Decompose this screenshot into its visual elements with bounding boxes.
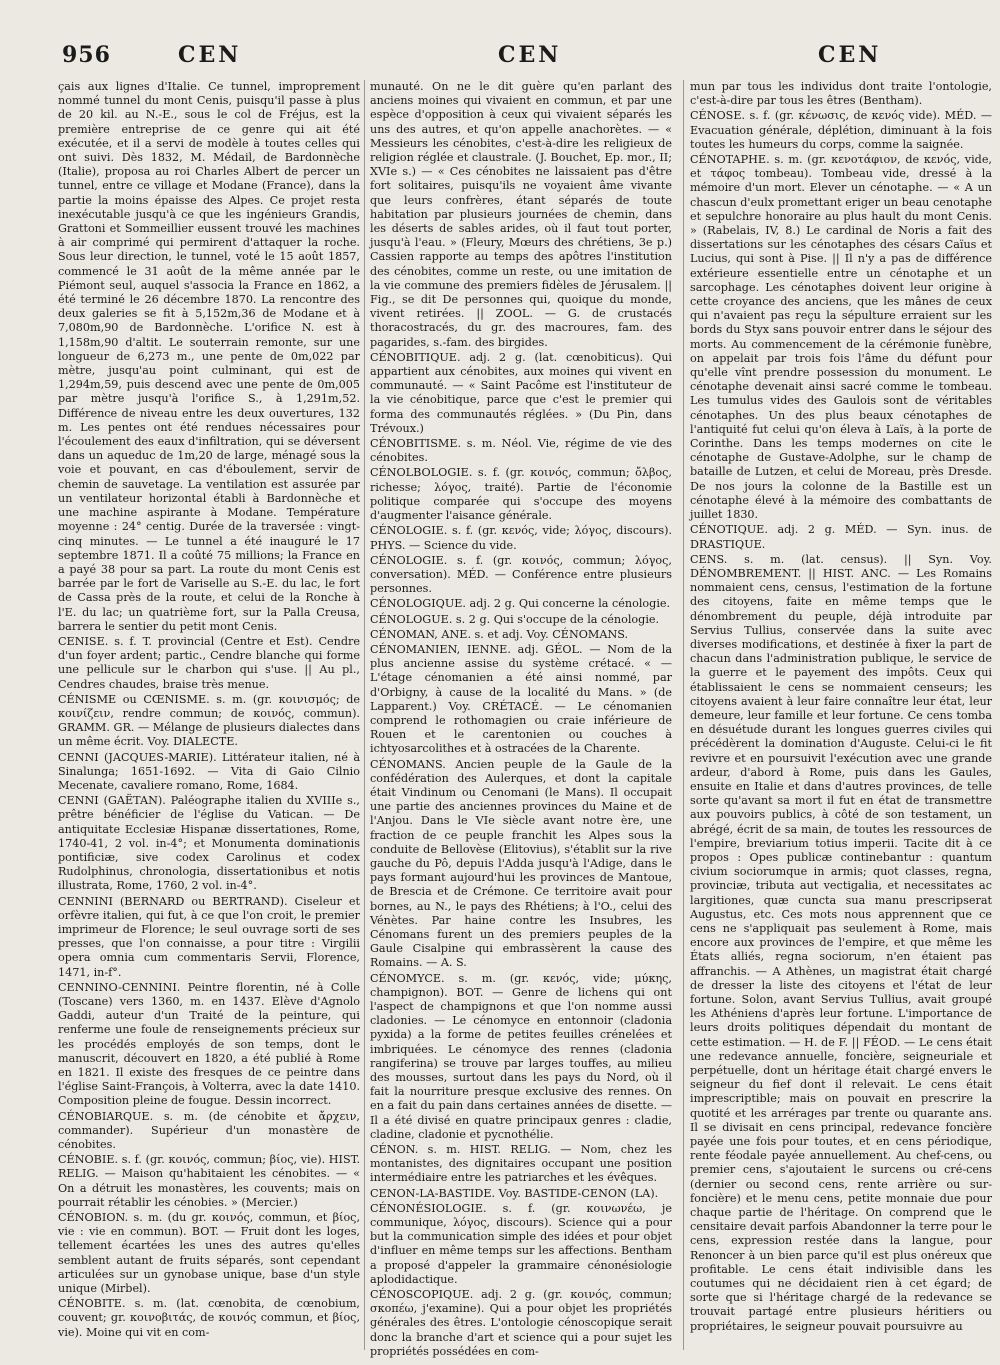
text-column-center [370, 80, 672, 1358]
entry-paragraph: CENS. s. m. (lat. census). || Syn. Voy. DÉNOMBREMENT. || HIST. ANC. — Les Romains nommaient cens, census, l'estimation de la fortune des citoyens, faite en même temps que le dénombrement du peuple, déjà introduite par Servius Tullius, conservée dans la suite avec diverses modifications, et destinée à fixer la part de chacun dans l'administration publique, le service de la guerre et le payement des impôts. Ceux qui établissaient le cens se nommaient censeurs; les citoyens avaient à leur faire connaître leur état, leur demeure, leur famille et leur fortune. Ce cens tomba en désuétude durant les longues guerres civiles qui précédèrent la domination d'Auguste. Celui-ci le fit revivre et en poursuivit l'exécution avec une grande ardeur, d'abord à Rome, puis dans les Gaules, ensuite en Italie et dans d'autres provinces, de telle sorte qu'avant sa mort il fut en état de transmettre aux pouvoirs publics, à côté de son testament, un abrégé, écrit de sa main, de toutes les ressources de l'empire, breviarium totius imperii. Tacite dit à ce propos : Opes publicæ continebantur : quantum civium sociorumque in armis; quot classes, regna, provinciæ, tributa aut vectigalia, et necessitates ac largitiones, quæ cuncta sua manu prescripserat Augustus, etc. Ces mots nous apprennent que ce cens ne s'appliquait pas seulement à Rome, mais encore aux provinces de l'empire, et que même les États alliés, regna sociorum, n'en étaient pas affranchis. — A Athènes, un magistrat était chargé de dresser la liste des citoyens et l'état de leur fortune. Solon, avant Servius Tullius, avait groupé les Athéniens d'après leur fortune. L'importance de leurs droits politiques dépendait du montant de cette estimation. — H. de F. || FÉOD. — Le cens était une redevance annuelle, foncière, seigneuriale et perpétuelle, dont un héritage était chargé envers le seigneur du fief dont il relevait. Le cens était imprescriptible; mais on pouvait en prescrire la quotité et les arrérages par trente ou quarante ans. Il se divisait en cens principal, redevance foncière payée une fois pour toutes, et en cens périodique, rente féodale payée annuellement. Au chef-cens, ou premier cens, s'ajoutaient le surcens ou cré-cens (dernier ou second cens, rente arrière ou sur-foncière) et le menu cens, petite monnaie due pour chaque partie de l'héritage. On comprend que le censitaire devait parfois Abandonner la terre pour le cens, expression restée dans la langue, pour Renoncer à un bien parce qu'il est plus onéreux que profitable. Le cens était indivisible dans les coutumes qui ne décidaient rien à cet égard; de sorte que si l'héritage chargé de la redevance se trouvait partagé entre plusieurs héritiers ou propriétaires, le seigneur pouvait poursuivre au [690, 552, 992, 1333]
entry-paragraph: CÉNOBION. s. m. (du gr. κοινός, commun, et βίος, vie : vie en commun). BOT. — Fruit dont les loges, tellement écartées les unes des autres qu'elles semblent autant de fruits séparés, sont cependant articulées sur un gynobase unique, base d'un style unique (Mirbel). [58, 1211, 360, 1296]
entry-paragraph: munauté. On ne le dit guère qu'en parlant des anciens moines qui vivaient en commun, et par une espèce d'opposition à ceux qui vivaient séparés les uns des autres, et qu'on appelle anachorètes. — « Messieurs les cénobites, c'est-à-dire les religieux de religion réglée et claustrale. (J. Bouchet, Ep. mor., II; XVIe s.) — « Ces cénobites ne laissaient pas d'être fort solitaires, puisqu'ils ne voyaient âme vivante que leurs confrères, étant séparés de toute habitation par plusieurs journées de chemin, dans les déserts de sables arides, où il faut tout porter, jusqu'à l'eau. » (Fleury, Mœurs des chrétiens, 3e p.) Cassien rapporte au temps des apôtres l'institution des cénobites, comme un reste, ou une imitation de la vie commune des premiers fidèles de Jérusalem. || Fig., se dit De personnes qui, quoique du monde, vivent retirées. || ZOOL. — G. de crustacés thoracostracés, du gr. des macroures, fam. des pagarides, s.-fam. des birgides. [370, 80, 672, 349]
column-divider [683, 80, 684, 1350]
entry-paragraph: CÉNISME ou CŒNISME. s. m. (gr. κοινισμός; de κοινίζειν, rendre commun; de κοινός, commun). GRAMM. GR. — Mélange de plusieurs dialectes dans un même écrit. Voy. DIALECTE. [58, 692, 360, 749]
entry-paragraph: CENON-LA-BASTIDE. Voy. BASTIDE-CENON (LA). [370, 1186, 659, 1200]
entry-paragraph: CÉNOBITIQUE. adj. 2 g. (lat. cœnobiticus). Qui appartient aux cénobites, aux moines qui vivent en communauté. — « Saint Pacôme est l'instituteur de la vie cénobitique, parce que c'est le premier qui forma des communautés réglées. » (Du Pin, dans Trévoux.) [370, 350, 672, 435]
entry-paragraph: CÉNOMYCE. s. m. (gr. κενός, vide; μύκης, champignon). BOT. — Genre de lichens qui ont l'aspect de champignons et que l'on nomme aussi cladonies. — Le cénomyce en entonnoir (cladonia pyxida) a la forme de petites feuilles crénelées et imbriquées. Le cénomyce des rennes (cladonia rangiferina) se trouve par larges touffes, au milieu des mousses, surtout dans les pays du Nord, où il fait la nourriture presque exclusive des rennes. On en a fait du pain dans certaines années de disette. — Il a été divisé en quatre principaux genres : cladie, cladine, cladonie et pycnothélie. [370, 971, 672, 1141]
entry-paragraph: CENNINI (BERNARD ou BERTRAND). Ciseleur et orfèvre italien, qui fut, à ce que l'on croit, le premier imprimeur de Florence; le seul ouvrage sorti de ses presses, que l'on connaisse, a pour titre : Virgilii opera omnia cum commentaris Servii, Florence, 1471, in-f°. [58, 894, 360, 979]
entry-paragraph: CÉNOMANS. Ancien peuple de la Gaule de la confédération des Aulerques, et dont la capitale était Vindinum ou Cenomani (le Mans). Il occupait une partie des anciennes provinces du Maine et de l'Anjou. Dans le VIe siècle avant notre ère, une fraction de ce peuple franchit les Alpes sous la conduite de Bellovèse (Elitovius), s'établit sur la rive gauche du Pô, depuis l'Adda jusqu'à l'Adige, dans le pays formant aujourd'hui les provinces de Mantoue, de Brescia et de Crémone. Ce territoire avait pour bornes, au N., le pays des Rhétiens; à l'O., celui des Vénètes. Par haine contre les Insubres, les Cénomans furent un des premiers peuples de la Gaule Cisalpine qui embrassèrent la cause des Romains. — A. S. [370, 757, 672, 970]
entry-paragraph: CÉNOLOGUE. s. 2 g. Qui s'occupe de la cénologie. [370, 612, 660, 626]
entry-paragraph: CÉNOSCOPIQUE. adj. 2 g. (gr. κοινός, commun; σκοπέω, j'examine). Qui a pour objet les propriétés générales des êtres. L'ontologie cénoscopique serait donc la branche d'art et science qui a pour sujet les propriétés possédées en com- [370, 1288, 672, 1358]
entry-paragraph: CÉNOBIARQUE. s. m. (de cénobite et ἄρχειν, commander). Supérieur d'un monastère de cénobites. [58, 1109, 360, 1152]
entry-paragraph: CÉNOBIE. s. f. (gr. κοινός, commun; βίος, vie). HIST. RELIG. — Maison qu'habitaient les cénobites. — « On a détruit les monastères, les couvents; mais on pourrait rétablir les cénobies. » (Mercier.) [58, 1153, 360, 1209]
entry-paragraph: CÉNOLOGIE. s. f. (gr. κοινός, commun; λόγος, conversation). MÉD. — Conférence entre plusieurs personnes. [370, 553, 672, 596]
entry-paragraph: CÉNOBITE. s. m. (lat. cœnobita, de cœnobium, couvent; gr. κοινοβιτάς, de κοινός commun, et βίος, vie). Moine qui vit en com- [58, 1297, 360, 1339]
entry-paragraph: CENNI (JACQUES-MARIE). Littérateur italien, né à Sinalunga; 1651-1692. — Vita di Gaio Cilnio Mecenate, cavaliere romano, Rome, 1684. [58, 750, 360, 792]
entry-paragraph: CÉNOLBOLOGIE. s. f. (gr. κοινός, commun; ὄλβος, richesse; λόγος, traité). Partie de l'économie politique comparée qui s'occupe des moyens d'augmenter l'aisance générale. [370, 466, 672, 523]
entry-paragraph: mun par tous les individus dont traite l'ontologie, c'est-à-dire par tous les êtres (Bentham). [690, 80, 992, 108]
entry-paragraph: CÉNOTIQUE. adj. 2 g. MÉD. — Syn. inus. de DRASTIQUE. [690, 523, 992, 551]
entry-paragraph: CÉNONÉSIOLOGIE. s. f. (gr. κοινωνέω, je communique, λόγος, discours). Science qui a pour but la communication simple des idées et pour objet d'influer en même temps sur les affections. Bentham a proposé d'appeler la grammaire cénonésiologie aplodidactique. [370, 1201, 672, 1286]
entry-paragraph: CÉNOMANIEN, IENNE. adj. GÉOL. — Nom de la plus ancienne assise du système crétacé. « — L'étage cénomanien a été ainsi nommé, par d'Orbigny, à cause de la localité du Mans. » (de Lapparent.) Voy. CRÉTACÉ. — Le cénomanien comprend le rothomagien ou craie inférieure de Rouen et le carentonien ou couches à ichtyosarcolithes et à ostracées de la Charente. [370, 642, 672, 756]
entry-paragraph: CÉNOLOGIE. s. f. (gr. κενός, vide; λόγος, discours). PHYS. — Science du vide. [370, 524, 672, 552]
text-column-left [58, 80, 360, 1350]
entry-paragraph: CÉNOBITISME. s. m. Néol. Vie, régime de vie des cénobites. [370, 437, 672, 465]
page-number: 956 [62, 42, 111, 68]
entry-paragraph: CÉNON. s. m. HIST. RELIG. — Nom, chez les montanistes, des dignitaires occupant une position intermédiaire entre les patriarches et les évêques. [370, 1143, 672, 1185]
column-divider [364, 80, 365, 1350]
running-headword-right: CEN [818, 42, 882, 68]
text-column-right [690, 80, 992, 1350]
entry-paragraph: çais aux lignes d'Italie. Ce tunnel, improprement nommé tunnel du mont Cenis, puisqu'il passe à plus de 20 kil. au N.-E., sous le col de Fréjus, est la première entreprise de ce genre qui ait été exécutée, et il a servi de modèle à toutes celles qui ont suivi. Dès 1832, M. Médail, de Bardonnèche (Italie), proposa au roi Charles Albert de percer un tunnel, entre ce village et Modane (France), dans la partie la moins épaisse des Alpes. Ce projet resta inexécutable jusqu'à ce que les ingénieurs Grandis, Grattoni et Sommeillier eussent trouvé les machines à air comprimé qui permirent d'attaquer la roche. Sous leur direction, le tunnel, voté le 15 août 1857, commencé le 31 août de la même année par le Piémont seul, auquel s'associa la France en 1862, a été terminé le 26 décembre 1870. La rencontre des deux galeries se fit à 5,152m,36 de Modane et à 7,080m,90 de Bardonnèche. L'orifice N. est à 1,158m,90 d'altit. Le souterrain remonte, sur une longueur de 6,273 m., une pente de 0m,022 par mètre, jusqu'au point culminant, qui est de 1,294m,59, puis descend avec une pente de 0m,005 par mètre jusqu'à l'orifice S., à 1,291m,52. Différence de niveau entre les deux ouvertures, 132 m. Les pentes ont été rendues nécessaires pour l'écoulement des eaux d'infiltration, qui se déversent dans un aqueduc de 1m,20 de large, ménagé sous la voie et pouvant, en cas d'éboulement, servir de chemin de sauvetage. La ventilation est assurée par un ventilateur horizontal établi à Bardonnèche et une machine aspirante à Modane. Température moyenne : 24° centig. Durée de la traversée : vingt-cinq minutes. — Le tunnel a été inauguré le 17 septembre 1871. Il a coûté 75 millions; la France en a payé 38 pour sa part. La route du mont Cenis est barrée par le fort de Variselle au S.-E. du lac, le fort de Cassa près de la route, et celui de la Ronche à l'E. du lac; un quatrième fort, sur la Palla Creusa, barrera le sentier du petit mont Cenis. [58, 80, 360, 633]
entry-paragraph: CÉNOLOGIQUE. adj. 2 g. Qui concerne la cénologie. [370, 597, 671, 611]
running-headword-center: CEN [498, 42, 562, 68]
page-header [0, 0, 1000, 80]
running-headword-left: CEN [178, 42, 242, 68]
entry-paragraph: CENISE. s. f. T. provincial (Centre et Est). Cendre d'un foyer ardent; partic., Cendre blanche qui forme une pellicule sur le charbon qui s'use. || Au pl., Cendres chaudes, braise très menue. [58, 634, 360, 691]
entry-paragraph: CENNINO-CENNINI. Peintre florentin, né à Colle (Toscane) vers 1360, m. en 1437. Elève d'Agnolo Gaddi, auteur d'un Traité de la peinture, qui renferme une foule de renseignements précieux sur les procédés employés de son temps, dont le manuscrit, découvert en 1820, a été publié à Rome en 1821. Il existe des fresques de ce peintre dans l'église Saint-François, à Volterra, avec la date 1410. Composition pleine de fougue. Dessin incorrect. [58, 980, 360, 1108]
entry-paragraph: CÉNOSE. s. f. (gr. κένωσις, de κενός vide). MÉD. — Evacuation générale, déplétion, diminuant à la fois toutes les humeurs du corps, comme la saignée. [690, 109, 992, 151]
entry-paragraph: CÉNOTAPHE. s. m. (gr. κενοτάφιον, de κενός, vide, et τάφος tombeau). Tombeau vide, dressé à la mémoire d'un mort. Elever un cénotaphe. — « A un chascun d'eulx promettant eriger un beau cenotaphe et sepulchre honoraire au plus hault du mont Cenis. » (Rabelais, IV, 8.) Le cardinal de Noris a fait des dissertations sur les cénotaphes des césars Caïus et Lucius, qui sont à Pise. || Il n'y a pas de différence extérieure essentielle entre un cénotaphe et un sarcophage. Les cénotaphes doivent leur origine à cette croyance des anciens, que les mânes de ceux qui n'avaient pas reçu la sépulture erraient sur les bords du Styx sans pouvoir entrer dans le séjour des morts. Au commencement de la cérémonie funèbre, on appelait par trois fois l'âme du défunt pour qu'elle vînt prendre possession du monument. Le cénotaphe devenait ainsi sacré comme le tombeau. Les tumulus vides des Gaulois sont de véritables cénotaphes. Un des plus beaux cénotaphes de l'antiquité fut celui qu'on éleva à Laïs, à la porte de Corinthe. Dans les temps modernes on cite le cénotaphe de Gustave-Adolphe, sur le champ de bataille de Lutzen, et celui de Moreau, près Dresde. De nos jours la colonne de la Bastille est un cénotaphe élevé à la mémoire des combattants de juillet 1830. [690, 153, 992, 522]
entry-paragraph: CÉNOMAN, ANE. s. et adj. Voy. CÉNOMANS. [370, 627, 629, 641]
entry-paragraph: CENNI (GAËTAN). Paléographe italien du XVIIIe s., prêtre bénéficier de l'église du Vatican. — De antiquitate Ecclesiæ Hispanæ dissertationes, Rome, 1740-41, 2 vol. in-4°; et Monumenta dominationis pontificiæ, sive codex Carolinus et codex Rudolphinus, chronologia, dissertationibus et notis illustrata, Rome, 1760, 2 vol. in-4°. [58, 794, 360, 893]
